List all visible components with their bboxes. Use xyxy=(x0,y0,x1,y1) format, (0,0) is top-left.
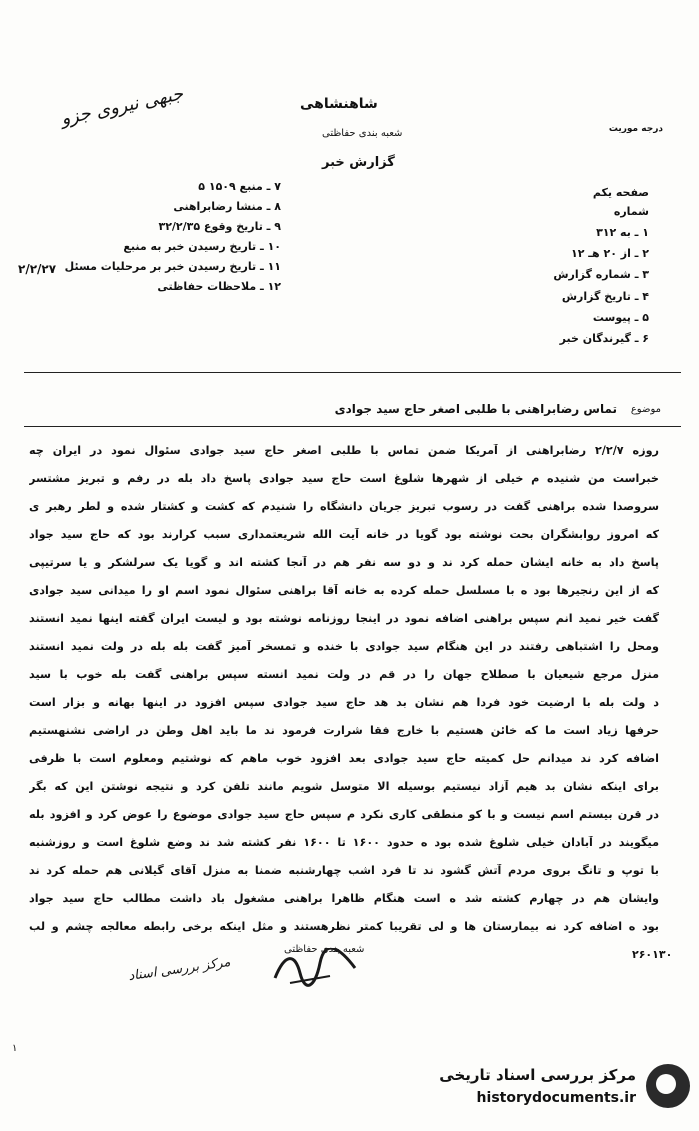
right-field: ۱ ـ به ۳۱۲ xyxy=(596,226,649,239)
handwritten-note: مرکز بررسی اسناد xyxy=(127,954,232,985)
header-office: شاهنشاهی xyxy=(300,96,378,112)
bottom-ref: ۲۶۰۱۳۰ xyxy=(632,948,673,961)
left-field: ۱۱ ـ تاریخ رسیدن خبر بر مرحلیات مسئل xyxy=(64,260,281,273)
body-line: گفت خیر نمید انم سپس براهنی اضافه نمود در اینجا روزنامه نوشته بود و لیست ایران گفته اینها نمید انستند xyxy=(29,612,659,625)
document-title: گزارش خبر xyxy=(322,155,395,170)
left-field: ۱۰ ـ تاریخ رسیدن خبر به منبع xyxy=(123,240,281,253)
right-field: صفحه یکم xyxy=(592,186,649,199)
left-field: ۹ ـ تاریخ وقوع ۳۲/۲/۳۵ xyxy=(158,220,281,233)
body-line: خبراست من شنیده م خیلی از شهرها شلوغ است حاج سید جوادی پاسخ داد بله در رفم و تبریز مشتسر xyxy=(29,472,659,485)
body-line: با توپ و تانگ بروی مردم آتش گشود ند تا فرد اشب چهارشنبه ضمنا به منزل آقای گیلانی هم حمله کرد ند xyxy=(29,864,659,877)
subject-label: موضوع xyxy=(630,404,661,415)
subject-text: تماس رضابراهنی با طلبی اصغر حاج سید جوادی xyxy=(334,402,617,416)
classification-label: درجه موریت xyxy=(608,124,663,134)
margin-mark: ۱ xyxy=(12,1043,18,1054)
body-line: میگویند در آبادان خیلی شلوغ شده بود ه حدود ۱۶۰۰ تا ۱۶۰۰ نفر کشته شد ند وضع شلوغ است و روزشنبه xyxy=(29,836,659,849)
archive-logo-icon xyxy=(646,1064,690,1108)
watermark-text-en: historydocuments.ir xyxy=(476,1090,636,1106)
body-line: که امروز روابشگران بحت نوشته بود گویا در خانه آیت الله شریعتمداری سبب کرارند بود که حاج سید جواد xyxy=(29,528,659,541)
header-handwritten: جبهی نیروی جزو xyxy=(59,83,186,130)
body-line: حرفها زیاد است ما که خائن هستیم با خارج فقا شرارت فرمود ند ما باید اهل وطن در اراضی نشنهستیم xyxy=(29,724,659,737)
right-field: ۲ ـ از ۲۰ هـ ۱۲ xyxy=(571,247,649,260)
body-line: د ولت بله با ارضیت خود فردا هم نشان بد هد حاج سید جوادی سپس افزود در اینها بهانه و بزار است xyxy=(29,696,659,709)
signature-mark xyxy=(270,948,360,988)
right-field: ۳ ـ شماره گزارش xyxy=(553,268,649,281)
watermark-text-fa: مرکز بررسی اسناد تاریخی xyxy=(439,1066,636,1084)
body-line: پاسخ داد به خانه ایشان حمله کرد ند و دو سه نفر هم در آنجا کشته اند و گویا یک سرلشکر و یا سرتیپی xyxy=(29,556,659,569)
body-line: منزل مرجع شیعیان با صطلاح جهان را در قم در ولت نمید انسته سپس براهنی گفت بله خوب با سید xyxy=(29,668,659,681)
body-line: وایشان هم در چهارم کشته شد ه است هنگام ظاهرا براهنی مشغول باد داشت مطالب حاج سید جواد xyxy=(29,892,659,905)
body-line: برای اینکه نشان بد هیم آزاد نیستیم بوسیله الا متوسل شویم مانند تلفن کرد و نتیجه نوشتن این که بگر xyxy=(29,780,659,793)
left-field: ۷ ـ منبع ۱۵۰۹ ۵ xyxy=(198,180,281,193)
body-line: اضافه کرد ند میدانم حل کمیته حاج سید جوادی بعد افزود خوب ماهم که نوشتیم ومعلوم است با ظرفی xyxy=(29,752,659,765)
right-field: شماره xyxy=(613,205,649,218)
body-line: روزه ۲/۲/۷ رضابراهنی از آمریکا ضمن تماس با طلبی اصغر حاج سید جوادی سئوال نمود در ایران چه xyxy=(29,444,659,457)
left-field: ۸ ـ منشا رضابراهنی xyxy=(173,200,281,213)
form-name: شعبه بندی حفاظتی xyxy=(322,128,403,139)
body-line: که از این رنجیرها بود ه با مسلسل حمله کرده به خانه آقا براهنی سئوال نمود اسم او را میدانی سید جوادی xyxy=(29,584,659,597)
right-field: ۴ ـ تاریخ گزارش xyxy=(561,290,649,303)
body-line: سروصدا شده براهنی گفت در رسوب تبریز جریان دانشگاه را شنیدم که کشت و کشتار شده و لطر رهبر ی xyxy=(29,500,659,513)
body-line: ومحل را اشتباهی رفتند در این هنگام سید جوادی با خنده و تمسخر آمیز گفت بله بله در ولت نمید انستند xyxy=(29,640,659,653)
body-line: در قرن بیستم اسم نیست و با کو منطقی کاری نکرد م سپس حاج سید جوادی موضوع را عوض کرد و افزود بله xyxy=(29,808,659,821)
body-line: بود ه اضافه کرد نه بیمارستان ها و لی تقریبا کمتر نظرهستند و مثل اینکه برخی رابطه معالجه چشم و لب xyxy=(29,920,659,933)
watermark xyxy=(420,1060,690,1120)
right-field: ۵ ـ پیوست xyxy=(592,311,649,324)
bottom-form-name: شعبه بندی حفاظتی xyxy=(284,944,365,955)
right-field: ۶ ـ گیرندگان خبر xyxy=(559,332,649,345)
top-rule xyxy=(24,372,681,373)
subject-rule xyxy=(24,426,681,427)
left-field: ۱۲ ـ ملاحظات حفاظتی xyxy=(157,280,281,293)
side-date: ۲/۲/۲۷ xyxy=(18,262,57,276)
